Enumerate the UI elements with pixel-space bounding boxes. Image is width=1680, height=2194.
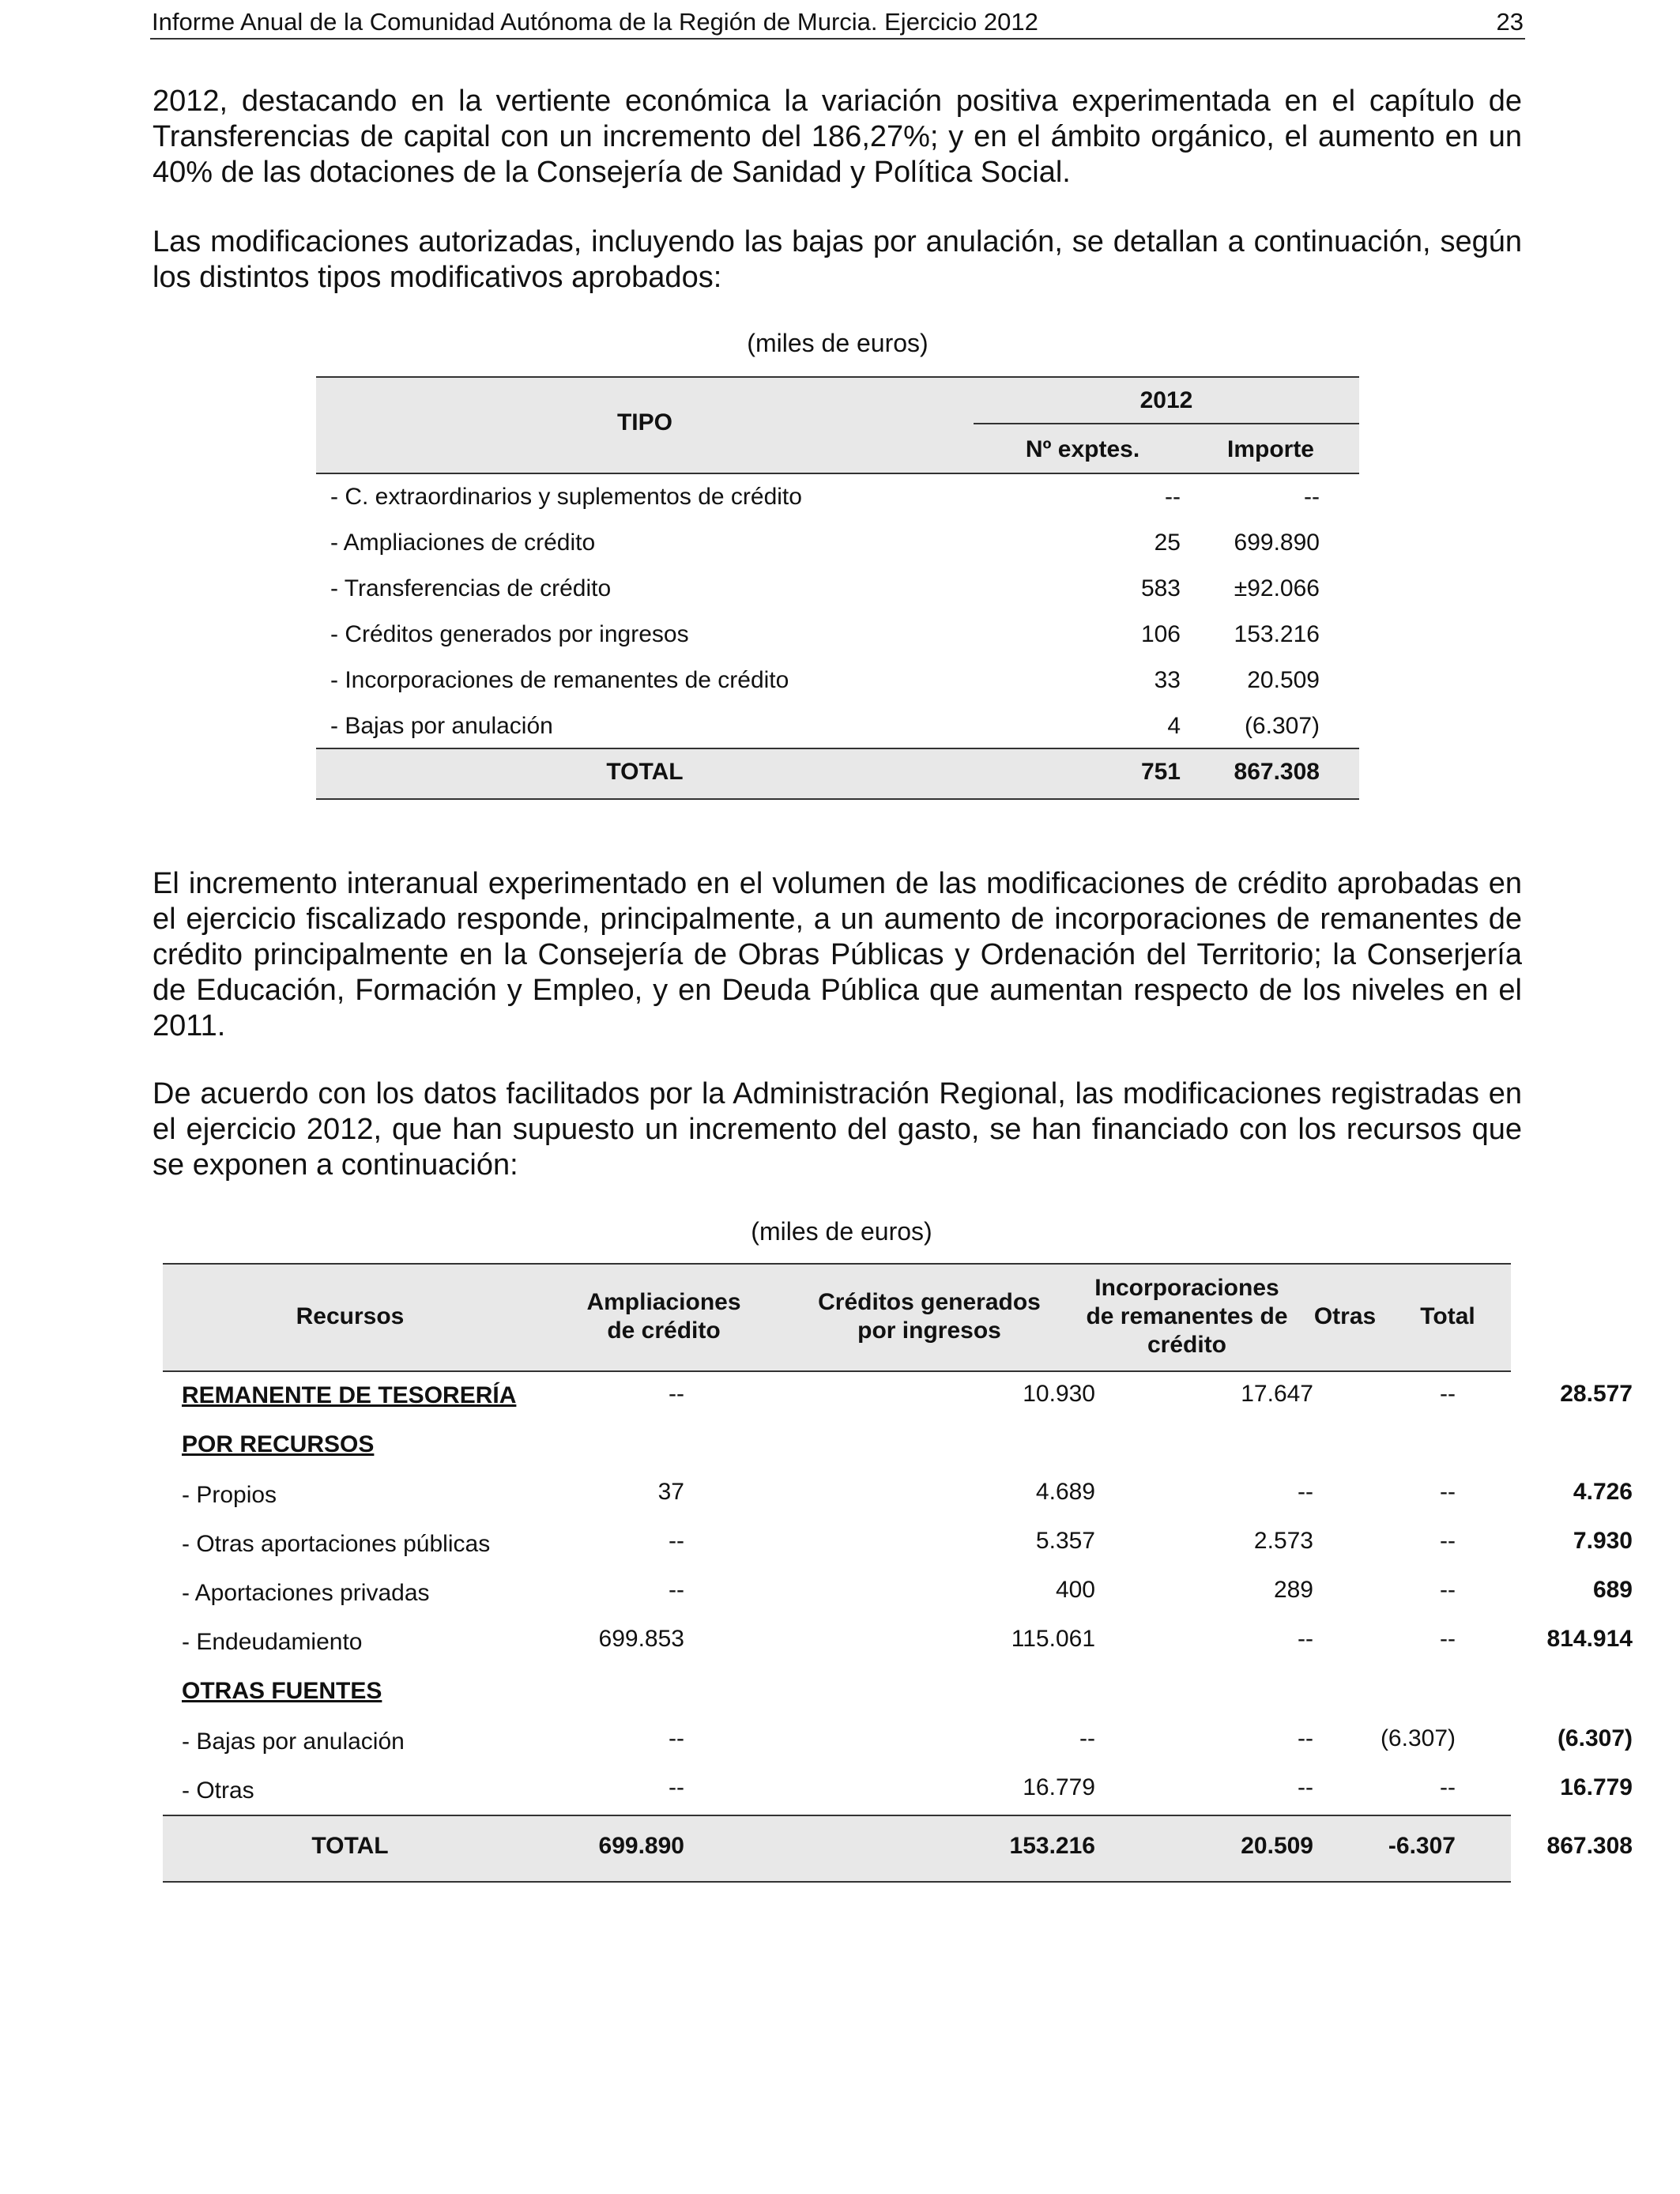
table1-row-num: 583 (1140, 575, 1181, 601)
table2-cell-cred: 16.779 (1023, 1774, 1095, 1800)
table2-col-ampliaciones (537, 1288, 790, 1345)
table1-row-num: 33 (1154, 667, 1181, 693)
table2-cell-otras: -- (1440, 1626, 1456, 1652)
table2-cell-total: 16.779 (1560, 1774, 1633, 1800)
paragraph-2: Las modificaciones autorizadas, incluyendo las bajas por anulación, se detallan a continuación, según los distintos tipos modificativos aprobados: (153, 225, 1522, 294)
table1-year-divider (974, 423, 1359, 424)
table1-row-tipo: - Créditos generados por ingresos (330, 621, 689, 647)
table2-cell-cred: 4.689 (1035, 1479, 1095, 1505)
report-title: Informe Anual de la Comunidad Autónoma de la Región de Murcia. Ejercicio 2012 (152, 8, 1038, 36)
financing-table (163, 1263, 1633, 1881)
paragraph-1: 2012, destacando en la vertiente económica la variación positiva experimentada en el capítulo de Transferencias de capital con un incremento del 186,27%; y en el ámbito orgánico, el aumento en un 40% de las dotaciones de la Consejería de Sanidad y Política Social. (153, 85, 1522, 189)
table2-cell-cred: 400 (1055, 1577, 1095, 1603)
table1-row-num: 25 (1154, 530, 1181, 556)
table1-row-importe: ±92.066 (1234, 575, 1320, 601)
table1-col-importe: Importe (1226, 436, 1314, 462)
table2-col-recursos: Recursos (296, 1303, 405, 1329)
table2-cell-total: (6.307) (1557, 1725, 1633, 1751)
table2-col-creditos-line: Créditos generados (818, 1289, 1041, 1315)
table1-row-importe: 699.890 (1234, 530, 1320, 556)
table2-row-label: - Bajas por anulación (182, 1728, 405, 1755)
table2-cell-cred: -- (1079, 1725, 1095, 1751)
table2-cell-amp: -- (669, 1725, 684, 1751)
table2-col-ampliaciones-line: de crédito (607, 1318, 721, 1344)
table2-section-label: REMANENTE DE TESORERÍA (182, 1382, 517, 1408)
table1-total-importe: 867.308 (1234, 759, 1320, 785)
table1-row-num: 4 (1167, 713, 1181, 739)
table1-row-tipo: - C. extraordinarios y suplementos de crédito (330, 484, 802, 510)
table1-row-importe: 153.216 (1234, 621, 1320, 647)
table2-row-label: - Otras aportaciones públicas (182, 1531, 491, 1557)
table2-total-otras: -6.307 (1388, 1833, 1456, 1859)
table2-cell-inc: 17.647 (1241, 1381, 1313, 1407)
table1-row-importe: -- (1304, 484, 1320, 510)
table1-units: (miles de euros) (747, 329, 929, 357)
table2-cell-otras: -- (1440, 1381, 1456, 1407)
table1-row-tipo: - Ampliaciones de crédito (330, 530, 596, 556)
table2-cell-amp: 37 (657, 1479, 684, 1505)
table2-cell-total: 28.577 (1560, 1381, 1633, 1407)
table2-cell-inc: -- (1298, 1626, 1313, 1652)
table2-units: (miles de euros) (751, 1217, 932, 1246)
table1-row-tipo: - Incorporaciones de remanentes de crédito (330, 667, 789, 693)
table2-col-incorporaciones-line: Incorporaciones (1094, 1275, 1279, 1301)
table2-row-label: - Propios (182, 1482, 277, 1508)
table2-cell-otras: -- (1440, 1479, 1456, 1505)
table2-cell-total: 7.930 (1573, 1528, 1633, 1554)
table2-cell-inc: -- (1298, 1725, 1313, 1751)
table2-cell-inc: -- (1298, 1479, 1313, 1505)
table2-cell-total: 4.726 (1573, 1479, 1633, 1505)
table2-cell-amp: -- (669, 1381, 684, 1407)
table2-total-label: TOTAL (311, 1833, 389, 1859)
table1-total-num: 751 (1140, 759, 1181, 785)
table2-col-incorporaciones-line: de remanentes de (1086, 1303, 1288, 1329)
table2-total-total: 867.308 (1546, 1833, 1633, 1859)
table2-row-label: - Endeudamiento (182, 1629, 363, 1655)
table1-row-tipo: - Transferencias de crédito (330, 575, 612, 601)
table1-row-tipo: - Bajas por anulación (330, 713, 553, 739)
table2-cell-inc: 289 (1273, 1577, 1313, 1603)
table1-row-importe: 20.509 (1247, 667, 1320, 693)
table2-cell-inc: -- (1298, 1774, 1313, 1800)
table2-total-cred: 153.216 (1009, 1833, 1095, 1859)
table2-cell-cred: 5.357 (1035, 1528, 1095, 1554)
table2-section-label: POR RECURSOS (182, 1431, 375, 1457)
table2-cell-otras: -- (1440, 1528, 1456, 1554)
table2-cell-otras: -- (1440, 1774, 1456, 1800)
table1-row-importe: (6.307) (1244, 713, 1320, 739)
modifications-table (316, 376, 1359, 798)
table1-row-num: -- (1165, 484, 1181, 510)
table2-cell-cred: 10.930 (1023, 1381, 1095, 1407)
table2-col-incorporaciones (1068, 1274, 1305, 1359)
table2-cell-total: 814.914 (1546, 1626, 1633, 1652)
table2-cell-otras: -- (1440, 1577, 1456, 1603)
table2-cell-otras: (6.307) (1380, 1725, 1456, 1751)
table1-col-year: 2012 (1139, 387, 1193, 413)
table2-cell-inc: 2.573 (1253, 1528, 1313, 1554)
table2-col-total: Total (1420, 1303, 1475, 1329)
table2-cell-amp: 699.853 (598, 1626, 684, 1652)
table2-col-incorporaciones-line: crédito (1147, 1332, 1227, 1358)
table2-total-inc: 20.509 (1241, 1833, 1313, 1859)
table2-cell-amp: -- (669, 1528, 684, 1554)
page-header (150, 6, 1525, 40)
table2-cell-amp: -- (669, 1774, 684, 1800)
table2-section-label: OTRAS FUENTES (182, 1678, 382, 1704)
paragraph-4: De acuerdo con los datos facilitados por la Administración Regional, las modificaciones registradas en el ejercicio 2012, que han supuesto un incremento del gasto, se han financiado con los recursos que se exponen a continuación: (153, 1077, 1522, 1182)
table2-cell-total: 689 (1592, 1577, 1633, 1603)
table2-row-label: - Otras (182, 1777, 254, 1804)
table1-row-num: 106 (1140, 621, 1181, 647)
table2-col-creditos-line: por ingresos (857, 1318, 1001, 1344)
table2-cell-cred: 115.061 (1011, 1626, 1095, 1652)
table2-row-label: - Aportaciones privadas (182, 1580, 430, 1606)
paragraph-3: El incremento interanual experimentado en el volumen de las modificaciones de crédito aprobadas en el ejercicio fiscalizado responde, principalmente, a un aumento de incorporaciones de remanentes de crédito principalmente en la Consejería de Obras Públicas y Ordenación del Territorio; la Conserjería de Educación, Formación y Empleo, y en Deuda Pública que aumentan respecto de los niveles en el 2011. (153, 867, 1522, 1042)
table2-col-ampliaciones-line: Ampliaciones (586, 1289, 741, 1315)
table2-cell-amp: -- (669, 1577, 684, 1603)
table1-col-num: Nº exptes. (1025, 436, 1140, 462)
table2-total-amp: 699.890 (598, 1833, 684, 1859)
table2-col-creditos (790, 1288, 1068, 1345)
table2-col-otras: Otras (1313, 1303, 1377, 1329)
table1-col-tipo: TIPO (616, 409, 672, 435)
table1-total-label: TOTAL (606, 759, 684, 785)
page-number: 23 (1496, 8, 1524, 36)
